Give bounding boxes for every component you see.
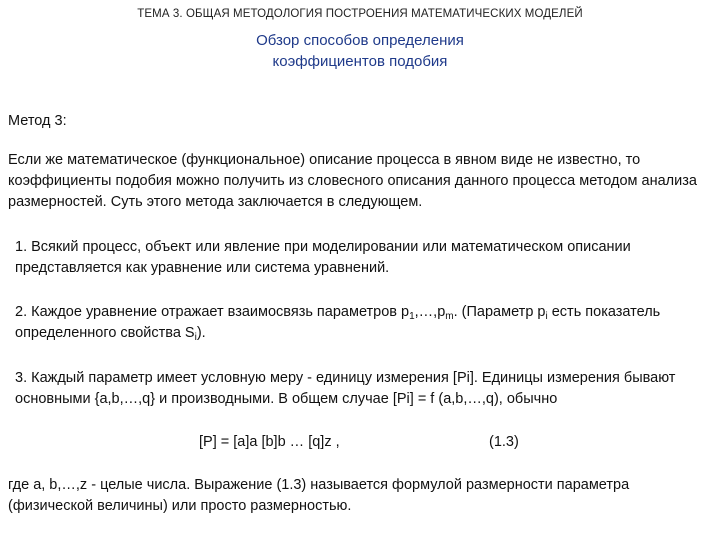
- point-2-paragraph: [8, 302, 720, 344]
- topic-header: ТЕМА 3. ОБЩАЯ МЕТОДОЛОГИЯ ПОСТРОЕНИЯ МАТЕМАТИЧЕСКИХ МОДЕЛЕЙ: [137, 8, 583, 20]
- intro-paragraph: Если же математическое (функциональное) описание процесса в явном виде не известно, то коэффициенты подобия можно получить из словесного описания данного процесса методом анализа размерностей. Суть этого метода заключается в следующем.: [8, 152, 697, 210]
- point-2-subscript-i: i: [545, 311, 548, 322]
- point-2-text-a: 2. Каждое уравнение отражает взаимосвязь параметров p: [15, 304, 410, 320]
- point-2-subscript-s-i: i: [194, 332, 197, 343]
- equation-number: (1.3): [489, 434, 519, 450]
- point-2-text-d: есть показатель определенного свойства S: [15, 304, 661, 341]
- point-2-text-b: ,…,p: [414, 304, 446, 320]
- point-3-paragraph: 3. Каждый параметр имеет условную меру - единицу измерения [Pi]. Единицы измерения бывают основными {a,b,…,q} и производными. В общем случае [Pi] = f (a,b,…,q), обычно: [15, 370, 676, 407]
- point-2-text-e: ).: [196, 325, 206, 341]
- point-2-subscript-1: 1: [409, 311, 415, 322]
- slide-title-line-2: коэффициентов подобия: [272, 53, 448, 70]
- closing-paragraph: где a, b,…,z - целые числа. Выражение (1.3) называется формулой размерности параметра (физической величины) или просто размерностью.: [8, 477, 630, 514]
- point-1-paragraph: 1. Всякий процесс, объект или явление при моделировании или математическом описании представляется как уравнение или система уравнений.: [15, 239, 631, 276]
- slide-title: [0, 30, 720, 72]
- slide-title-line-1: Обзор способов определения: [256, 32, 464, 49]
- point-2-subscript-m: m: [445, 311, 454, 322]
- dimension-formula: [P] = [a]a [b]b … [q]z ,: [199, 434, 340, 450]
- point-2-text-c: . (Параметр p: [453, 304, 546, 320]
- method-label: Метод 3:: [8, 113, 67, 129]
